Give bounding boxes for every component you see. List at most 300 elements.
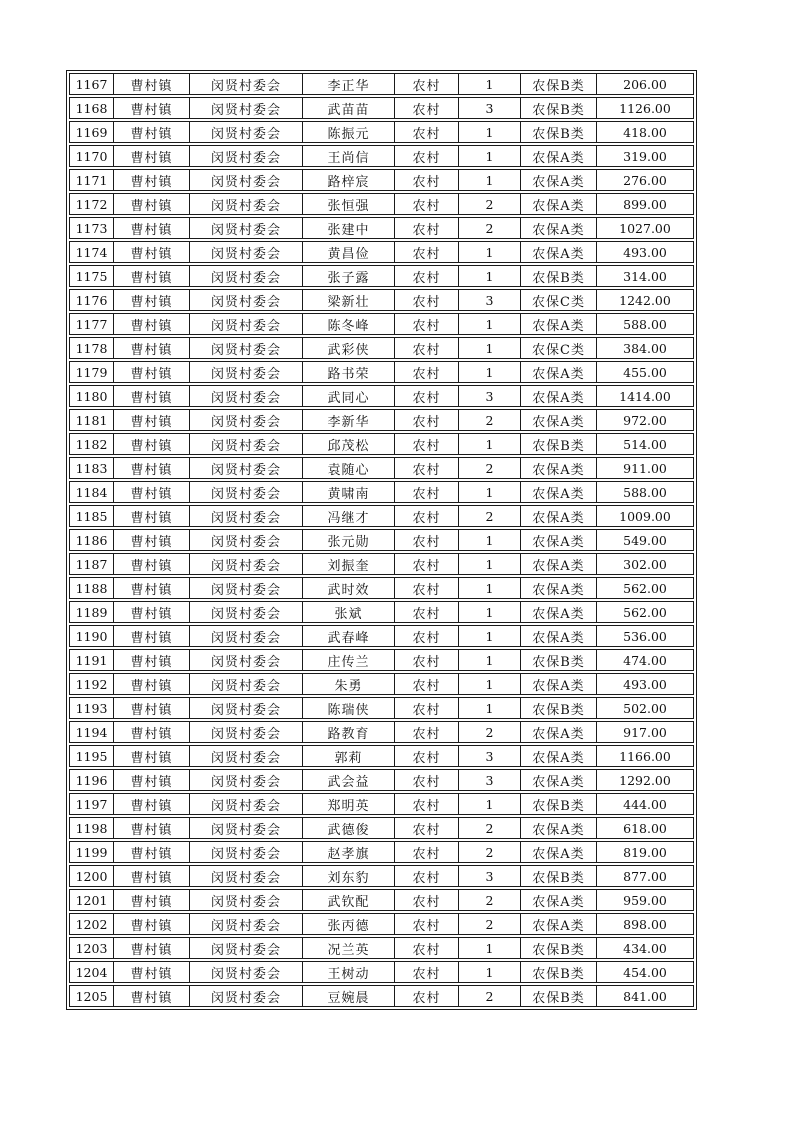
count-cell: 2 [458, 409, 520, 431]
name-cell: 武苗苗 [302, 97, 394, 119]
residence-cell: 农村 [394, 337, 458, 359]
village-cell: 闵贤村委会 [189, 865, 302, 887]
id-cell: 1180 [69, 385, 113, 407]
table-row [69, 913, 694, 935]
village-cell: 闵贤村委会 [189, 625, 302, 647]
table-row [69, 361, 694, 383]
category-cell: 农保B类 [520, 649, 596, 671]
name-cell: 朱勇 [302, 673, 394, 695]
amount-cell: 314.00 [596, 265, 694, 287]
amount-cell: 618.00 [596, 817, 694, 839]
id-cell: 1200 [69, 865, 113, 887]
count-cell: 1 [458, 361, 520, 383]
village-cell: 闵贤村委会 [189, 481, 302, 503]
residence-cell: 农村 [394, 625, 458, 647]
id-cell: 1179 [69, 361, 113, 383]
town-cell: 曹村镇 [113, 673, 189, 695]
amount-cell: 1414.00 [596, 385, 694, 407]
town-cell: 曹村镇 [113, 97, 189, 119]
village-cell: 闵贤村委会 [189, 289, 302, 311]
id-cell: 1192 [69, 673, 113, 695]
id-cell: 1196 [69, 769, 113, 791]
name-cell: 路教育 [302, 721, 394, 743]
category-cell: 农保A类 [520, 193, 596, 215]
village-cell: 闵贤村委会 [189, 97, 302, 119]
id-cell: 1190 [69, 625, 113, 647]
category-cell: 农保A类 [520, 409, 596, 431]
amount-cell: 917.00 [596, 721, 694, 743]
category-cell: 农保B类 [520, 265, 596, 287]
category-cell: 农保B类 [520, 433, 596, 455]
town-cell: 曹村镇 [113, 433, 189, 455]
town-cell: 曹村镇 [113, 289, 189, 311]
town-cell: 曹村镇 [113, 505, 189, 527]
name-cell: 张斌 [302, 601, 394, 623]
village-cell: 闵贤村委会 [189, 385, 302, 407]
residence-cell: 农村 [394, 601, 458, 623]
residence-cell: 农村 [394, 457, 458, 479]
amount-cell: 898.00 [596, 913, 694, 935]
village-cell: 闵贤村委会 [189, 241, 302, 263]
id-cell: 1170 [69, 145, 113, 167]
amount-cell: 549.00 [596, 529, 694, 551]
town-cell: 曹村镇 [113, 985, 189, 1007]
table-row [69, 409, 694, 431]
table-row [69, 673, 694, 695]
count-cell: 1 [458, 649, 520, 671]
town-cell: 曹村镇 [113, 73, 189, 95]
village-cell: 闵贤村委会 [189, 529, 302, 551]
id-cell: 1172 [69, 193, 113, 215]
count-cell: 1 [458, 121, 520, 143]
category-cell: 农保A类 [520, 313, 596, 335]
name-cell: 赵孝旗 [302, 841, 394, 863]
amount-cell: 911.00 [596, 457, 694, 479]
name-cell: 路梓宸 [302, 169, 394, 191]
name-cell: 冯继才 [302, 505, 394, 527]
town-cell: 曹村镇 [113, 217, 189, 239]
name-cell: 张建中 [302, 217, 394, 239]
id-cell: 1205 [69, 985, 113, 1007]
name-cell: 庄传兰 [302, 649, 394, 671]
amount-cell: 384.00 [596, 337, 694, 359]
table-row [69, 889, 694, 911]
count-cell: 1 [458, 793, 520, 815]
count-cell: 1 [458, 337, 520, 359]
name-cell: 张元勋 [302, 529, 394, 551]
count-cell: 3 [458, 865, 520, 887]
count-cell: 1 [458, 73, 520, 95]
residence-cell: 农村 [394, 193, 458, 215]
count-cell: 1 [458, 577, 520, 599]
category-cell: 农保A类 [520, 625, 596, 647]
count-cell: 2 [458, 721, 520, 743]
count-cell: 1 [458, 313, 520, 335]
town-cell: 曹村镇 [113, 145, 189, 167]
amount-cell: 444.00 [596, 793, 694, 815]
category-cell: 农保A类 [520, 481, 596, 503]
category-cell: 农保B类 [520, 793, 596, 815]
category-cell: 农保A类 [520, 145, 596, 167]
village-cell: 闵贤村委会 [189, 961, 302, 983]
table-row [69, 385, 694, 407]
residence-cell: 农村 [394, 817, 458, 839]
amount-cell: 493.00 [596, 241, 694, 263]
category-cell: 农保B类 [520, 865, 596, 887]
residence-cell: 农村 [394, 121, 458, 143]
table-row [69, 241, 694, 263]
category-cell: 农保A类 [520, 673, 596, 695]
name-cell: 王尚信 [302, 145, 394, 167]
category-cell: 农保A类 [520, 241, 596, 263]
residence-cell: 农村 [394, 73, 458, 95]
amount-cell: 1027.00 [596, 217, 694, 239]
id-cell: 1193 [69, 697, 113, 719]
amount-cell: 1292.00 [596, 769, 694, 791]
name-cell: 武时效 [302, 577, 394, 599]
amount-cell: 455.00 [596, 361, 694, 383]
village-cell: 闵贤村委会 [189, 673, 302, 695]
residence-cell: 农村 [394, 385, 458, 407]
residence-cell: 农村 [394, 313, 458, 335]
name-cell: 武春峰 [302, 625, 394, 647]
village-cell: 闵贤村委会 [189, 721, 302, 743]
category-cell: 农保A类 [520, 841, 596, 863]
category-cell: 农保A类 [520, 385, 596, 407]
count-cell: 2 [458, 913, 520, 935]
residence-cell: 农村 [394, 745, 458, 767]
id-cell: 1176 [69, 289, 113, 311]
id-cell: 1171 [69, 169, 113, 191]
residence-cell: 农村 [394, 265, 458, 287]
count-cell: 1 [458, 265, 520, 287]
amount-cell: 841.00 [596, 985, 694, 1007]
town-cell: 曹村镇 [113, 649, 189, 671]
category-cell: 农保A类 [520, 169, 596, 191]
id-cell: 1188 [69, 577, 113, 599]
town-cell: 曹村镇 [113, 193, 189, 215]
count-cell: 1 [458, 937, 520, 959]
id-cell: 1182 [69, 433, 113, 455]
count-cell: 1 [458, 601, 520, 623]
table-row [69, 433, 694, 455]
id-cell: 1175 [69, 265, 113, 287]
village-cell: 闵贤村委会 [189, 985, 302, 1007]
town-cell: 曹村镇 [113, 697, 189, 719]
amount-cell: 454.00 [596, 961, 694, 983]
amount-cell: 1166.00 [596, 745, 694, 767]
town-cell: 曹村镇 [113, 553, 189, 575]
category-cell: 农保B类 [520, 73, 596, 95]
table-row [69, 289, 694, 311]
id-cell: 1174 [69, 241, 113, 263]
residence-cell: 农村 [394, 769, 458, 791]
village-cell: 闵贤村委会 [189, 553, 302, 575]
town-cell: 曹村镇 [113, 529, 189, 551]
id-cell: 1199 [69, 841, 113, 863]
count-cell: 2 [458, 841, 520, 863]
town-cell: 曹村镇 [113, 961, 189, 983]
amount-cell: 899.00 [596, 193, 694, 215]
amount-cell: 502.00 [596, 697, 694, 719]
table-row [69, 121, 694, 143]
village-cell: 闵贤村委会 [189, 793, 302, 815]
amount-cell: 588.00 [596, 481, 694, 503]
name-cell: 武彩侠 [302, 337, 394, 359]
name-cell: 张恒强 [302, 193, 394, 215]
village-cell: 闵贤村委会 [189, 697, 302, 719]
name-cell: 陈瑞侠 [302, 697, 394, 719]
id-cell: 1191 [69, 649, 113, 671]
id-cell: 1195 [69, 745, 113, 767]
id-cell: 1178 [69, 337, 113, 359]
table-row [69, 97, 694, 119]
residence-cell: 农村 [394, 961, 458, 983]
village-cell: 闵贤村委会 [189, 649, 302, 671]
town-cell: 曹村镇 [113, 841, 189, 863]
amount-cell: 206.00 [596, 73, 694, 95]
name-cell: 刘振奎 [302, 553, 394, 575]
count-cell: 1 [458, 673, 520, 695]
count-cell: 3 [458, 745, 520, 767]
table-body [69, 73, 694, 1007]
amount-cell: 418.00 [596, 121, 694, 143]
category-cell: 农保A类 [520, 913, 596, 935]
count-cell: 2 [458, 889, 520, 911]
residence-cell: 农村 [394, 505, 458, 527]
table-row [69, 769, 694, 791]
amount-cell: 276.00 [596, 169, 694, 191]
table-row [69, 793, 694, 815]
village-cell: 闵贤村委会 [189, 601, 302, 623]
town-cell: 曹村镇 [113, 457, 189, 479]
name-cell: 邱茂松 [302, 433, 394, 455]
category-cell: 农保C类 [520, 289, 596, 311]
category-cell: 农保A类 [520, 721, 596, 743]
town-cell: 曹村镇 [113, 577, 189, 599]
amount-cell: 1009.00 [596, 505, 694, 527]
name-cell: 郭莉 [302, 745, 394, 767]
count-cell: 2 [458, 457, 520, 479]
town-cell: 曹村镇 [113, 241, 189, 263]
town-cell: 曹村镇 [113, 121, 189, 143]
category-cell: 农保A类 [520, 601, 596, 623]
category-cell: 农保A类 [520, 769, 596, 791]
count-cell: 1 [458, 553, 520, 575]
residence-cell: 农村 [394, 409, 458, 431]
town-cell: 曹村镇 [113, 337, 189, 359]
count-cell: 1 [458, 529, 520, 551]
amount-cell: 1126.00 [596, 97, 694, 119]
village-cell: 闵贤村委会 [189, 937, 302, 959]
name-cell: 武德俊 [302, 817, 394, 839]
village-cell: 闵贤村委会 [189, 457, 302, 479]
count-cell: 1 [458, 433, 520, 455]
id-cell: 1197 [69, 793, 113, 815]
table-row [69, 217, 694, 239]
name-cell: 武钦配 [302, 889, 394, 911]
id-cell: 1168 [69, 97, 113, 119]
amount-cell: 434.00 [596, 937, 694, 959]
category-cell: 农保B类 [520, 121, 596, 143]
category-cell: 农保B类 [520, 937, 596, 959]
town-cell: 曹村镇 [113, 361, 189, 383]
residence-cell: 农村 [394, 553, 458, 575]
category-cell: 农保A类 [520, 817, 596, 839]
village-cell: 闵贤村委会 [189, 121, 302, 143]
table-row [69, 337, 694, 359]
count-cell: 1 [458, 697, 520, 719]
amount-cell: 536.00 [596, 625, 694, 647]
residence-cell: 农村 [394, 937, 458, 959]
town-cell: 曹村镇 [113, 265, 189, 287]
amount-cell: 877.00 [596, 865, 694, 887]
id-cell: 1184 [69, 481, 113, 503]
count-cell: 1 [458, 961, 520, 983]
village-cell: 闵贤村委会 [189, 193, 302, 215]
name-cell: 武同心 [302, 385, 394, 407]
table-row [69, 721, 694, 743]
table-row [69, 985, 694, 1007]
residence-cell: 农村 [394, 865, 458, 887]
residence-cell: 农村 [394, 793, 458, 815]
residence-cell: 农村 [394, 289, 458, 311]
category-cell: 农保A类 [520, 361, 596, 383]
town-cell: 曹村镇 [113, 721, 189, 743]
name-cell: 袁随心 [302, 457, 394, 479]
name-cell: 李新华 [302, 409, 394, 431]
id-cell: 1169 [69, 121, 113, 143]
category-cell: 农保A类 [520, 745, 596, 767]
count-cell: 1 [458, 169, 520, 191]
amount-cell: 514.00 [596, 433, 694, 455]
residence-cell: 农村 [394, 481, 458, 503]
name-cell: 王树动 [302, 961, 394, 983]
residence-cell: 农村 [394, 433, 458, 455]
table-row [69, 841, 694, 863]
category-cell: 农保A类 [520, 529, 596, 551]
name-cell: 武会益 [302, 769, 394, 791]
id-cell: 1204 [69, 961, 113, 983]
name-cell: 陈冬峰 [302, 313, 394, 335]
residence-cell: 农村 [394, 889, 458, 911]
table-row [69, 817, 694, 839]
village-cell: 闵贤村委会 [189, 817, 302, 839]
count-cell: 3 [458, 289, 520, 311]
village-cell: 闵贤村委会 [189, 577, 302, 599]
village-cell: 闵贤村委会 [189, 361, 302, 383]
village-cell: 闵贤村委会 [189, 313, 302, 335]
amount-cell: 819.00 [596, 841, 694, 863]
name-cell: 豆婉晨 [302, 985, 394, 1007]
id-cell: 1181 [69, 409, 113, 431]
residence-cell: 农村 [394, 985, 458, 1007]
count-cell: 3 [458, 385, 520, 407]
category-cell: 农保A类 [520, 553, 596, 575]
count-cell: 2 [458, 193, 520, 215]
residence-cell: 农村 [394, 241, 458, 263]
village-cell: 闵贤村委会 [189, 265, 302, 287]
village-cell: 闵贤村委会 [189, 73, 302, 95]
amount-cell: 493.00 [596, 673, 694, 695]
table-row [69, 745, 694, 767]
amount-cell: 959.00 [596, 889, 694, 911]
table-row [69, 865, 694, 887]
amount-cell: 562.00 [596, 601, 694, 623]
amount-cell: 1242.00 [596, 289, 694, 311]
village-cell: 闵贤村委会 [189, 841, 302, 863]
village-cell: 闵贤村委会 [189, 505, 302, 527]
village-cell: 闵贤村委会 [189, 217, 302, 239]
table-row [69, 577, 694, 599]
id-cell: 1194 [69, 721, 113, 743]
name-cell: 黄昌俭 [302, 241, 394, 263]
count-cell: 1 [458, 241, 520, 263]
category-cell: 农保B类 [520, 697, 596, 719]
residence-cell: 农村 [394, 841, 458, 863]
category-cell: 农保B类 [520, 97, 596, 119]
count-cell: 2 [458, 817, 520, 839]
table-row [69, 553, 694, 575]
residence-cell: 农村 [394, 673, 458, 695]
table-row [69, 649, 694, 671]
town-cell: 曹村镇 [113, 625, 189, 647]
town-cell: 曹村镇 [113, 889, 189, 911]
residence-cell: 农村 [394, 97, 458, 119]
id-cell: 1202 [69, 913, 113, 935]
town-cell: 曹村镇 [113, 793, 189, 815]
residence-cell: 农村 [394, 361, 458, 383]
count-cell: 3 [458, 769, 520, 791]
town-cell: 曹村镇 [113, 169, 189, 191]
name-cell: 陈振元 [302, 121, 394, 143]
residence-cell: 农村 [394, 145, 458, 167]
category-cell: 农保A类 [520, 577, 596, 599]
amount-cell: 319.00 [596, 145, 694, 167]
category-cell: 农保A类 [520, 217, 596, 239]
town-cell: 曹村镇 [113, 409, 189, 431]
residence-cell: 农村 [394, 217, 458, 239]
amount-cell: 972.00 [596, 409, 694, 431]
name-cell: 刘东豹 [302, 865, 394, 887]
town-cell: 曹村镇 [113, 769, 189, 791]
table-row [69, 481, 694, 503]
table-row [69, 457, 694, 479]
table-row [69, 961, 694, 983]
count-cell: 1 [458, 481, 520, 503]
count-cell: 1 [458, 625, 520, 647]
table-row [69, 601, 694, 623]
town-cell: 曹村镇 [113, 865, 189, 887]
name-cell: 张丙德 [302, 913, 394, 935]
id-cell: 1189 [69, 601, 113, 623]
residence-cell: 农村 [394, 577, 458, 599]
residence-cell: 农村 [394, 913, 458, 935]
count-cell: 2 [458, 505, 520, 527]
village-cell: 闵贤村委会 [189, 769, 302, 791]
category-cell: 农保A类 [520, 505, 596, 527]
id-cell: 1187 [69, 553, 113, 575]
table-row [69, 193, 694, 215]
table-row [69, 529, 694, 551]
residence-cell: 农村 [394, 169, 458, 191]
id-cell: 1186 [69, 529, 113, 551]
table-row [69, 145, 694, 167]
village-cell: 闵贤村委会 [189, 145, 302, 167]
village-cell: 闵贤村委会 [189, 433, 302, 455]
residence-cell: 农村 [394, 529, 458, 551]
town-cell: 曹村镇 [113, 817, 189, 839]
